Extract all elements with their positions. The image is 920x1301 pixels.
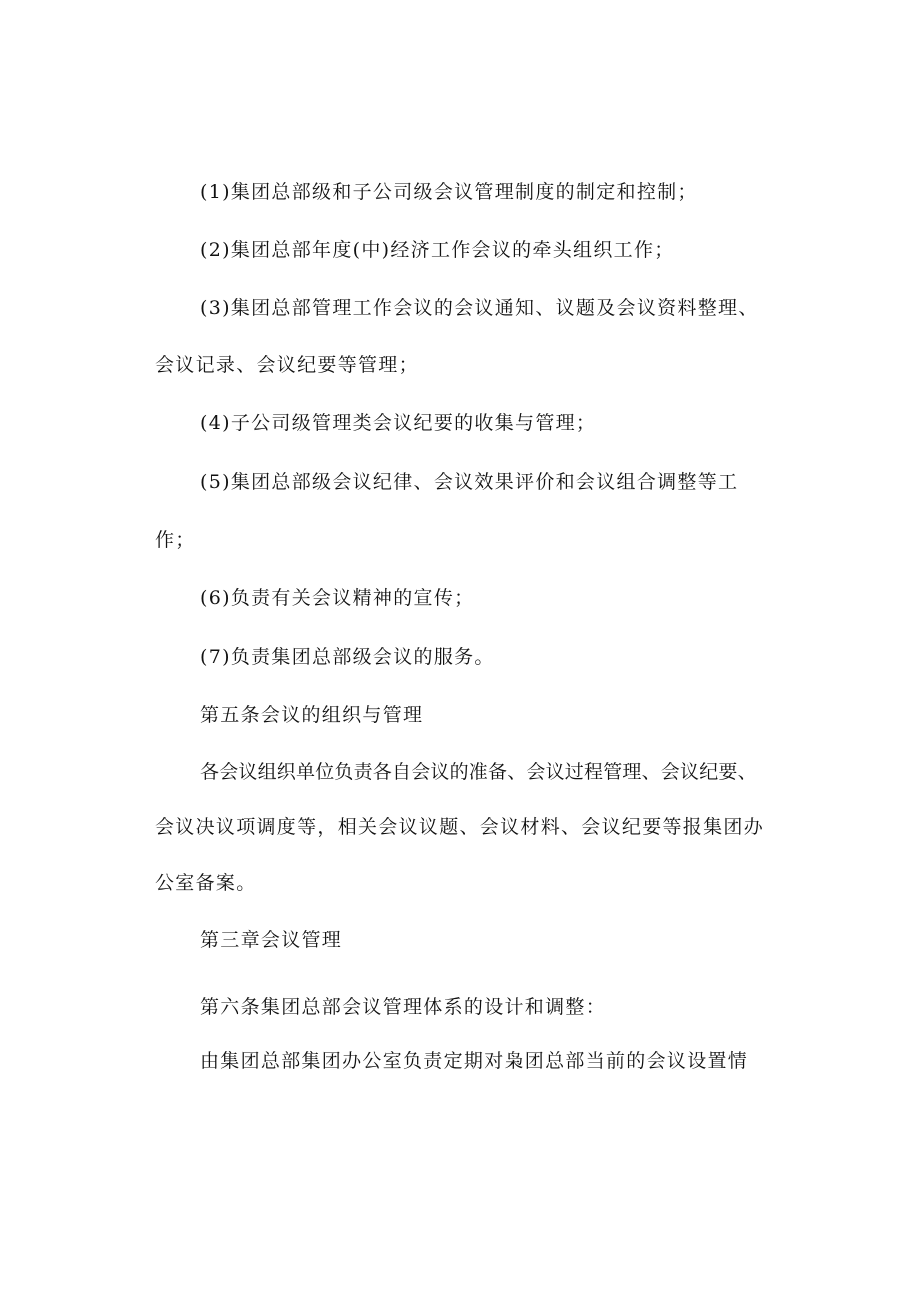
paragraph-line: (5)集团总部级会议纪律、会议效果评价和会议组合调整等工 bbox=[200, 471, 739, 493]
paragraph-line: 作； bbox=[155, 529, 196, 551]
paragraph-line: (7)负责集团总部级会议的服务。 bbox=[200, 646, 495, 668]
paragraph-line: (6)负责有关会议精神的宣传； bbox=[200, 587, 475, 609]
paragraph-line: (3)集团总部管理工作会议的会议通知、议题及会议资料整理、 bbox=[200, 297, 759, 319]
paragraph-line: 各会议组织单位负责各自会议的准备、会议过程管理、会议纪要、 bbox=[200, 761, 757, 783]
paragraph-line: 公室备案。 bbox=[155, 872, 257, 894]
paragraph-line: (1)集团总部级和子公司级会议管理制度的制定和控制； bbox=[200, 181, 698, 203]
section-heading: 第五条会议的组织与管理 bbox=[200, 704, 424, 726]
chapter-heading: 第三章会议管理 bbox=[200, 929, 343, 951]
paragraph-line: (4)子公司级管理类会议纪要的收集与管理； bbox=[200, 412, 597, 434]
paragraph-line: 会议记录、会议纪要等管理； bbox=[155, 354, 419, 376]
section-heading: 第六条集团总部会议管理体系的设计和调整： bbox=[200, 996, 607, 1018]
paragraph-line: 由集团总部集团办公室负责定期对枭团总部当前的会议设置情 bbox=[200, 1050, 749, 1072]
paragraph-line: (2)集团总部年度(中)经济工作会议的牵头组织工作； bbox=[200, 239, 675, 261]
paragraph-line: 会议决议项调度等，相关会议议题、会议材料、会议纪要等报集团办 bbox=[155, 816, 765, 838]
